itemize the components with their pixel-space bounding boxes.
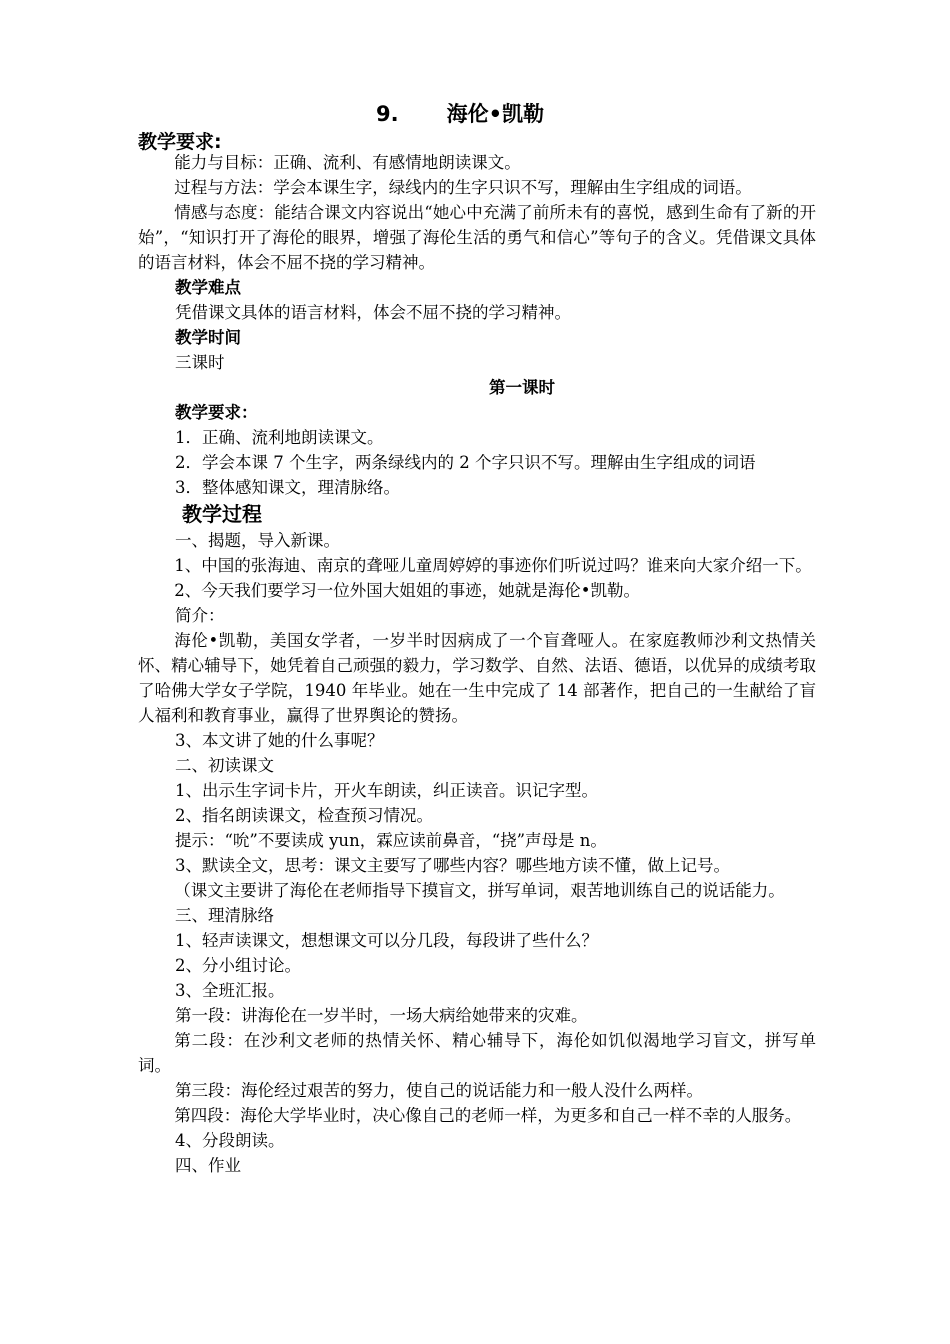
paragraph-27: 2、分小组讨论。 [175, 956, 301, 975]
document-body [138, 150, 816, 1178]
paragraph-12: 教学过程 [182, 502, 262, 526]
paragraph-28: 3、全班汇报。 [175, 981, 285, 1000]
paragraph-25: 三、理清脉络 [175, 906, 274, 925]
paragraph-26: 1、轻声读课文，想想课文可以分几段，每段讲了些什么？ [175, 931, 598, 950]
paragraph-31: 第三段：海伦经过艰苦的努力，使自己的说话能力和一般人没什么两样。 [175, 1081, 703, 1100]
paragraph-18: 3、本文讲了她的什么事呢？ [175, 731, 384, 750]
paragraph-13: 一、揭题，导入新课。 [175, 531, 340, 550]
paragraph-16: 简介： [175, 606, 225, 625]
paragraph-5: 教学时间 [175, 328, 241, 347]
paragraph-4: 凭借课文具体的语言材料，体会不屈不挠的学习精神。 [175, 303, 571, 322]
paragraph-23: 3、默读全文，思考：课文主要写了哪些内容？哪些地方读不懂，做上记号。 [175, 856, 730, 875]
section-heading-requirements: 教学要求: [138, 131, 222, 153]
paragraph-10: 2．学会本课 7 个生字，两条绿线内的 2 个字只识不写。理解由生字组成的词语 [175, 453, 756, 472]
paragraph-32: 第四段：海伦大学毕业时，决心像自己的老师一样，为更多和自己一样不幸的人服务。 [174, 1106, 802, 1125]
title-text: 海伦•凯勒 [446, 102, 545, 126]
paragraph-34: 四、作业 [175, 1156, 241, 1175]
paragraph-8: 教学要求： [175, 403, 258, 422]
paragraph-17: 海伦•凯勒，美国女学者，一岁半时因病成了一个盲聋哑人。在家庭教师沙利文热情关怀、精心辅导下，她凭着自己顽强的毅力，学习数学、自然、法语、德语，以优异的成绩考取了哈佛大学女子学院，1940 年毕业。她在一生中完成了 14 部著作，把自己的一生献给了盲人福利和教育事业，赢得了世界舆论的赞扬。 [138, 631, 816, 725]
paragraph-3: 教学难点 [175, 278, 241, 297]
paragraph-19: 二、初读课文 [175, 756, 274, 775]
paragraph-11: 3．整体感知课文，理清脉络。 [175, 478, 400, 497]
document-title [0, 98, 920, 128]
paragraph-21: 2、指名朗读课文，检查预习情况。 [175, 806, 433, 825]
paragraph-33: 4、分段朗读。 [175, 1131, 285, 1150]
paragraph-7: 第一课时 [489, 378, 555, 397]
paragraph-29: 第一段：讲海伦在一岁半时，一场大病给她带来的灾难。 [175, 1006, 588, 1025]
paragraph-20: 1、出示生字词卡片，开火车朗读，纠正读音。识记字型。 [175, 781, 598, 800]
paragraph-22: 提示：“吮”不要读成 yun，霖应读前鼻音，“挠”声母是 n。 [175, 831, 607, 850]
paragraph-14: 1、中国的张海迪、南京的聋哑儿童周婷婷的事迹你们听说过吗？谁来向大家介绍一下。 [174, 556, 812, 575]
paragraph-2: 情感与态度：能结合课文内容说出“她心中充满了前所未有的喜悦，感到生命有了新的开始”，“知识打开了海伦的眼界，增强了海伦生活的勇气和信心”等句子的含义。凭借课文具体的语言材料，体会不屈不挠的学习精神。 [138, 203, 816, 272]
paragraph-24: （课文主要讲了海伦在老师指导下摸盲文，拼写单词，艰苦地训练自己的说话能力。 [174, 881, 785, 900]
paragraph-9: 1．正确、流利地朗读课文。 [175, 428, 384, 447]
paragraph-0: 能力与目标：正确、流利、有感情地朗读课文。 [174, 153, 521, 172]
paragraph-1: 过程与方法：学会本课生字，绿线内的生字只识不写，理解由生字组成的词语。 [174, 178, 752, 197]
paragraph-15: 2、今天我们要学习一位外国大姐姐的事迹，她就是海伦•凯勒。 [174, 581, 641, 600]
paragraph-6: 三课时 [175, 353, 225, 372]
paragraph-30: 第二段：在沙利文老师的热情关怀、精心辅导下，海伦如饥似渴地学习盲文，拼写单词。 [138, 1031, 816, 1075]
title-number: 9. [375, 102, 399, 126]
